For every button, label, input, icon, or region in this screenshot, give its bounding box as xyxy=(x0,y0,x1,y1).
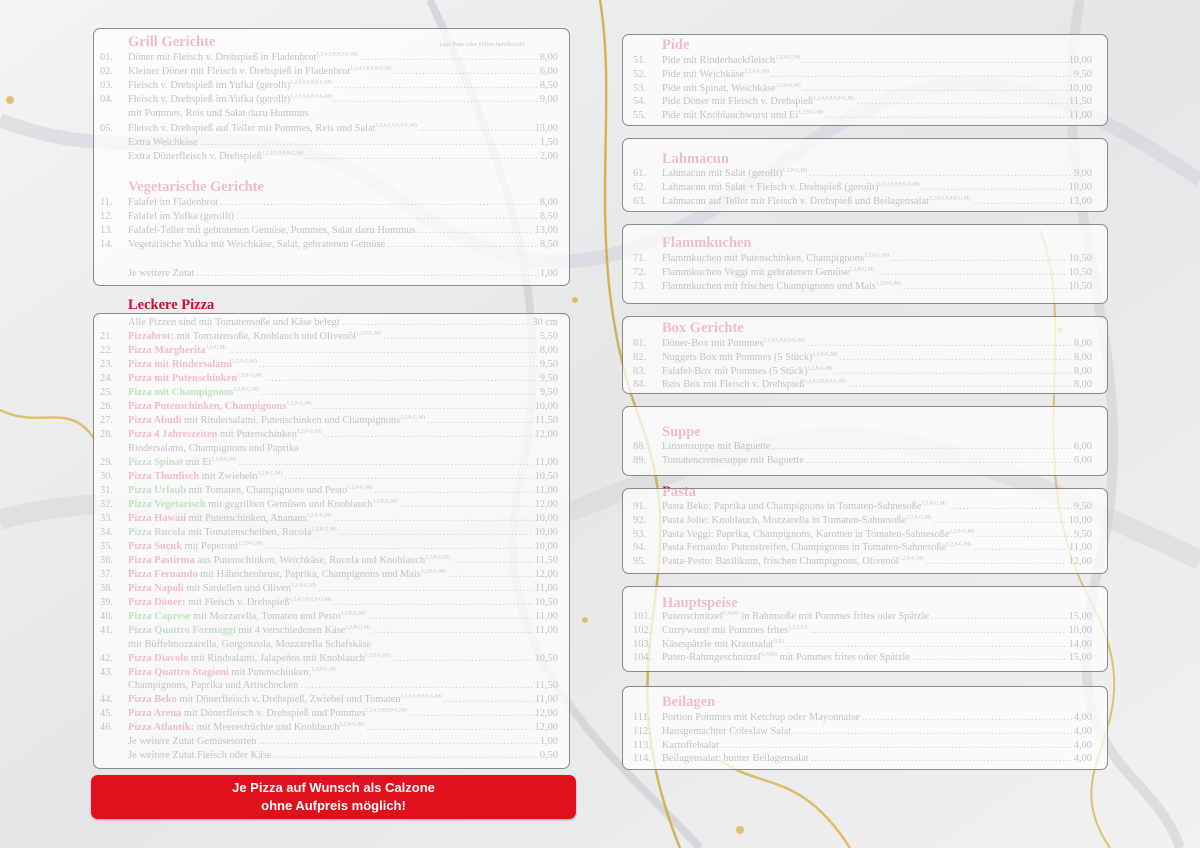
calzone-banner xyxy=(91,775,576,819)
lahmacun-box xyxy=(622,138,1108,212)
pizza-box xyxy=(93,313,570,769)
pide-box xyxy=(622,34,1108,126)
pizza-title: Leckere Pizza xyxy=(128,297,215,313)
suppe-box xyxy=(622,406,1108,476)
pasta-box xyxy=(622,488,1108,574)
flammkuchen-box xyxy=(622,224,1108,304)
beilagen-box xyxy=(622,686,1108,770)
haupt-box xyxy=(622,586,1108,672)
box-box xyxy=(622,316,1108,394)
grill-veg-box xyxy=(93,28,570,286)
calzone-line-1: Je Pizza auf Wunsch als Calzone xyxy=(232,780,435,795)
calzone-line-2: ohne Aufpreis möglich! xyxy=(261,798,406,813)
